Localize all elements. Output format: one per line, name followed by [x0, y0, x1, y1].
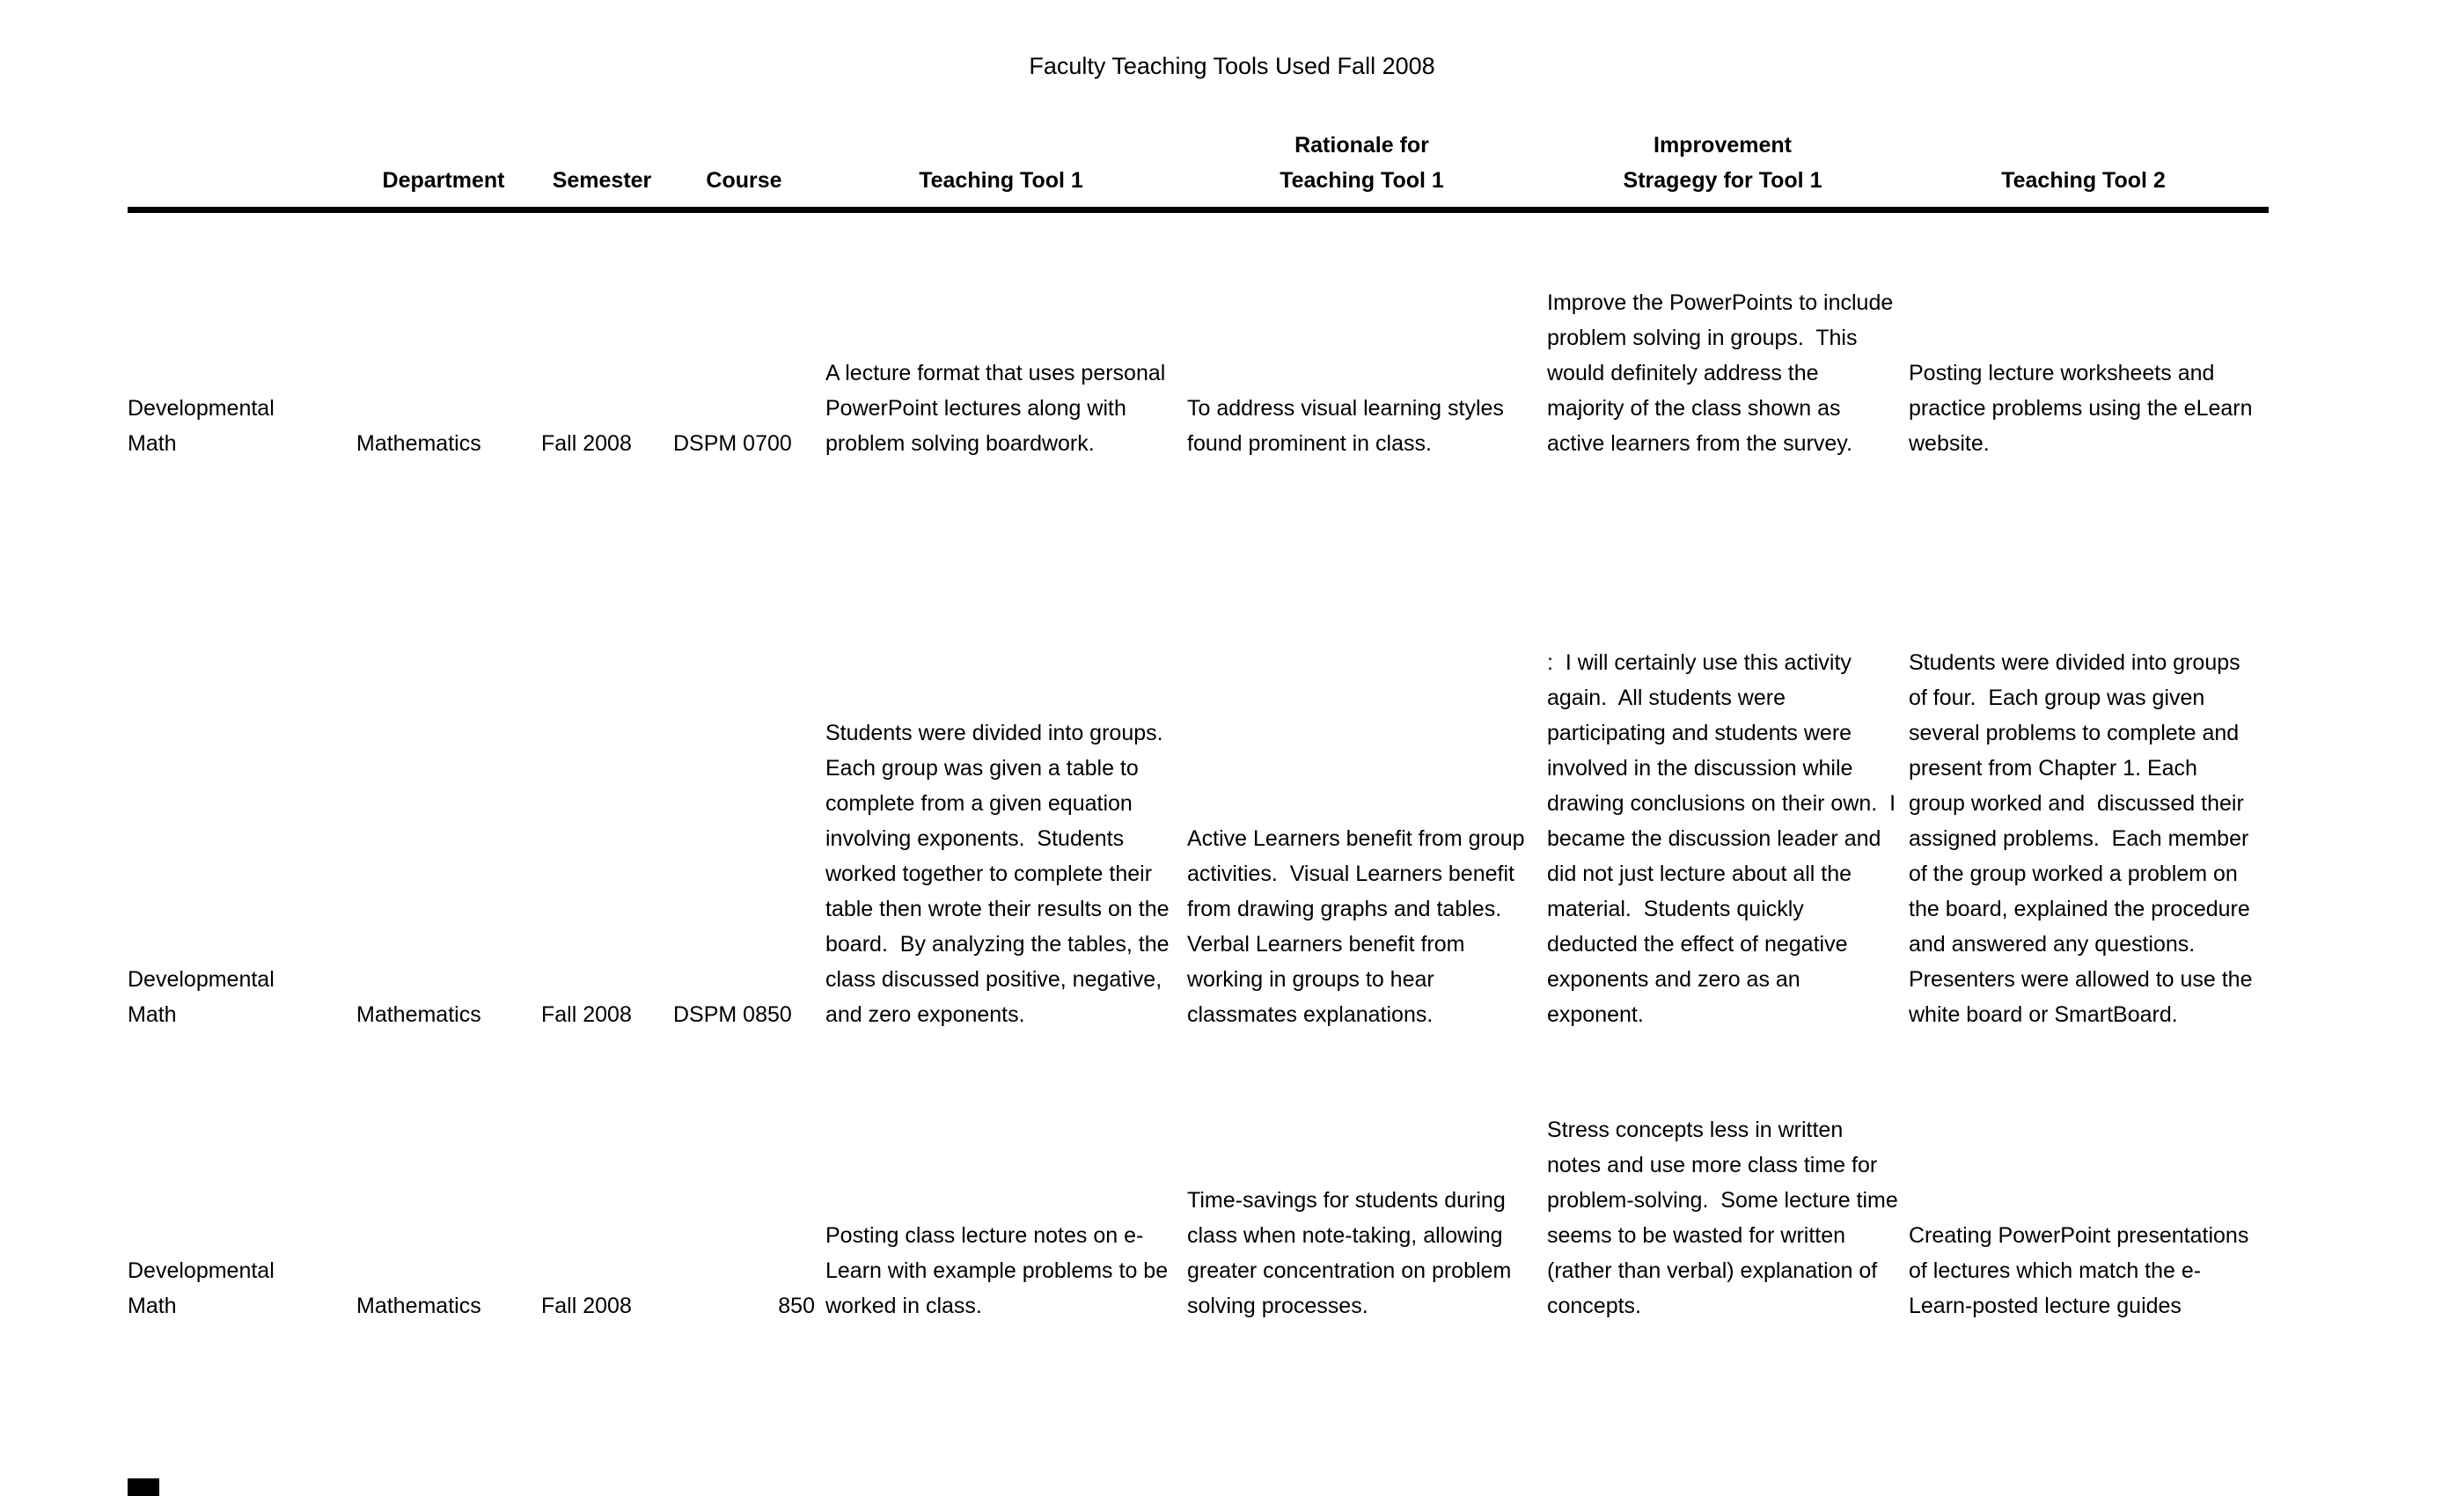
cell-rationale-for-tool-1: Time-savings for students during class when note-taking, allowing greater concentration on problem solving processes.	[1187, 1188, 1518, 1318]
cell-improvement-strategy: : I will certainly use this activity again. All students were participating and students were involved in the discussion while drawing conclusions on their own. I became the discussion leader and did not just lecture about all the material. Students quickly deducted the effect of negative exponents and zero as an exponent.	[1547, 650, 1902, 1027]
cell-semester: Fall 2008	[541, 1294, 632, 1318]
table-row	[128, 1039, 2269, 1331]
header-teaching-tool-1: Teaching Tool 1	[825, 121, 1187, 209]
program-text: Developmental Math	[128, 396, 281, 456]
cell-teaching-tool-1: Posting class lecture notes on e-Learn with example problems to be worked in class.	[825, 1223, 1175, 1318]
header-row	[128, 121, 2269, 209]
cell-improvement-strategy: Improve the PowerPoints to include problem solving in groups. This would definitely address the majority of the class shown as active learners from the survey.	[1547, 290, 1900, 456]
program-text: Developmental Math	[128, 967, 281, 1027]
header-rationale-for-tool-1	[1187, 121, 1547, 209]
cell-semester: Fall 2008	[541, 431, 632, 456]
header-improvement-strategy	[1547, 121, 1909, 209]
cell-course: 850	[778, 1294, 815, 1318]
partial-border-fragment	[128, 1478, 159, 1496]
header-course: Course	[673, 121, 825, 209]
cell-program	[128, 1039, 356, 1331]
cell-department: Mathematics	[356, 431, 481, 456]
cell-program	[128, 468, 356, 1039]
cell-teaching-tool-2: Creating PowerPoint presentations of lectures which match the e-Learn-posted lecture guides	[1909, 1223, 2255, 1318]
cell-teaching-tool-2: Students were divided into groups of four. Each group was given several problems to complete and present from Chapter 1. Each group worked and discussed their assigned problems. Each member of the group worked a problem on the board, explained the procedure and answered any questions. Presenters were allowed to use the white board or SmartBoard.	[1909, 650, 2259, 1027]
header-semester: Semester	[541, 121, 673, 209]
cell-improvement-strategy: Stress concepts less in written notes and use more class time for problem-solving. Some lecture time seems to be wasted for written (rather than verbal) explanation of concepts.	[1547, 1118, 1904, 1318]
page-title: Faculty Teaching Tools Used Fall 2008	[1029, 53, 1435, 79]
cell-rationale-for-tool-1: To address visual learning styles found prominent in class.	[1187, 396, 1510, 456]
cell-course: DSPM 0700	[673, 431, 792, 456]
cell-teaching-tool-1: A lecture format that uses personal PowerPoint lectures along with problem solving boardwork.	[825, 361, 1172, 456]
cell-program	[128, 209, 356, 468]
header-program	[128, 121, 356, 209]
teaching-tools-table	[128, 121, 2269, 1331]
header-rationale-line1: Rationale for	[1294, 132, 1429, 158]
table-row	[128, 468, 2269, 1039]
header-department: Department	[356, 121, 541, 209]
header-teaching-tool-2: Teaching Tool 2	[1909, 121, 2269, 209]
table-row	[128, 209, 2269, 468]
cell-course: DSPM 0850	[673, 1002, 792, 1027]
cell-teaching-tool-1: Students were divided into groups. Each group was given a table to complete from a given equation involving exponents. Students worked together to complete their table then wrote their results on the board. By analyzing the tables, the class discussed positive, negative, and zero exponents.	[825, 721, 1176, 1027]
header-improvement-line1: Improvement	[1654, 132, 1792, 158]
cell-rationale-for-tool-1: Active Learners benefit from group activities. Visual Learners benefit from drawing graphs and tables. Verbal Learners benefit from working in groups to hear classmates explanations.	[1187, 826, 1531, 1027]
program-text: Developmental Math	[128, 1258, 281, 1318]
cell-teaching-tool-2: Posting lecture worksheets and practice problems using the eLearn website.	[1909, 361, 2259, 456]
cell-department: Mathematics	[356, 1002, 481, 1027]
cell-department: Mathematics	[356, 1294, 481, 1318]
header-improvement-line2: Stragegy for Tool 1	[1623, 167, 1822, 193]
cell-semester: Fall 2008	[541, 1002, 632, 1027]
header-rationale-line2: Teaching Tool 1	[1280, 167, 1444, 193]
